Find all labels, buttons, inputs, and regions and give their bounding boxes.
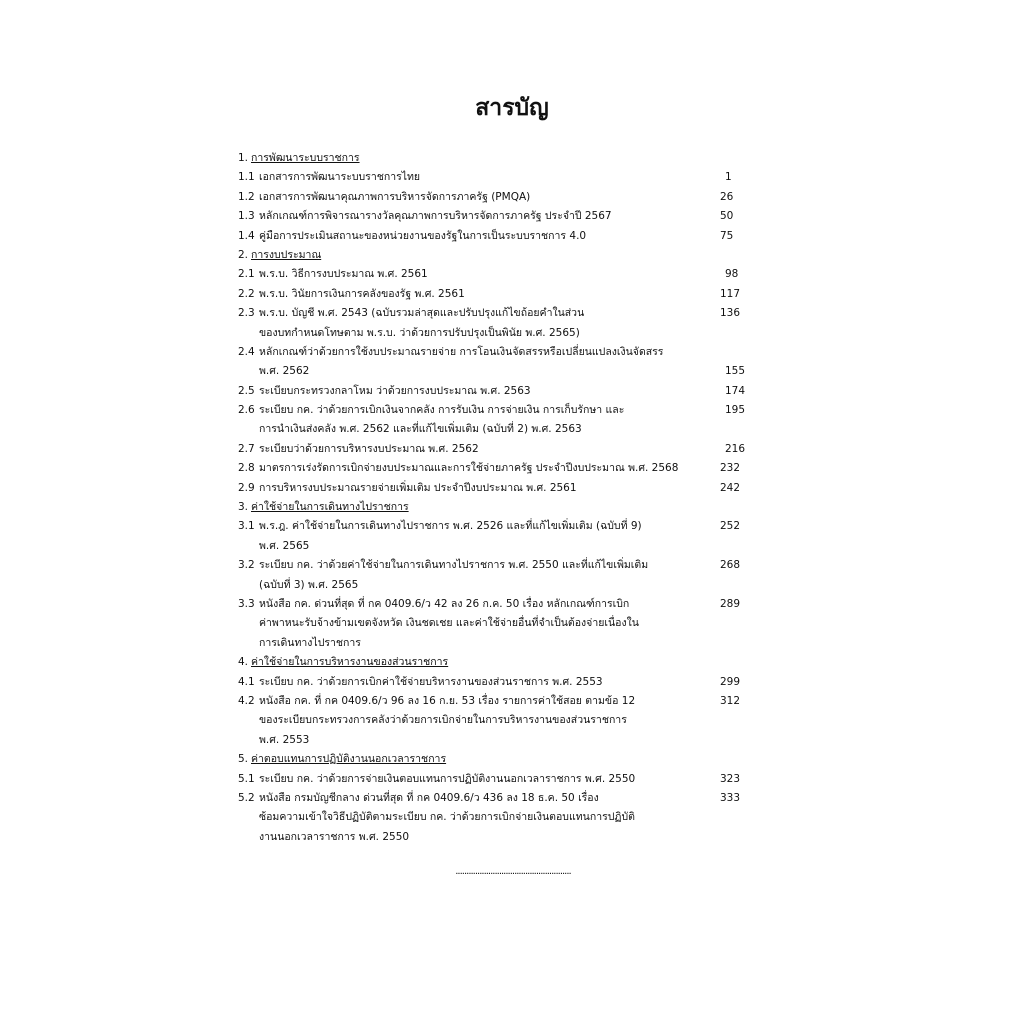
toc-entry-line (238, 304, 758, 323)
toc-entry-line (238, 731, 758, 750)
toc-page-number: 312 (720, 694, 741, 707)
table-of-contents (238, 149, 758, 847)
toc-entry-number: 2.7 (238, 442, 255, 455)
toc-entry-title: พ.ร.บ. บัญชี พ.ศ. 2543 (ฉบับรวมล่าสุดและปรับปรุงแก้ไขถ้อยคำในส่วน (259, 307, 585, 320)
toc-entry-title: คู่มือการประเมินสถานะของหน่วยงานของรัฐในการเป็นระบบราชการ 4.0 (259, 229, 587, 242)
end-marker: ..................................................... (455, 866, 571, 877)
toc-entry-line (238, 789, 758, 808)
toc-entry-title: ของระเบียบกระทรวงการคลังว่าด้วยการเบิกจ่ายในการบริหารงานของส่วนราชการ (259, 714, 627, 727)
toc-entry-title: งานนอกเวลาราชการ พ.ศ. 2550 (259, 830, 410, 843)
toc-entry-line (238, 692, 758, 711)
toc-entry-number: 5. (238, 753, 249, 766)
toc-entry-line (238, 614, 758, 633)
page-title: สารบัญ (475, 95, 549, 121)
toc-entry-title: หนังสือ กรมบัญชีกลาง ด่วนที่สุด ที่ กค 0409.6/ว 436 ลง 18 ธ.ค. 50 เรื่อง (259, 791, 599, 804)
toc-entry-title: พ.ศ. 2562 (259, 365, 310, 378)
toc-page-number: 98 (725, 268, 739, 281)
toc-entry-line (238, 479, 758, 498)
toc-entry-number: 2.4 (238, 345, 255, 358)
toc-entry-number: 1. (238, 152, 249, 164)
toc-page-number: 252 (720, 520, 741, 533)
toc-entry-number: 4.2 (238, 694, 255, 707)
toc-entry-number: 1.4 (238, 229, 255, 242)
toc-entry-line (238, 634, 758, 653)
toc-page-number: 232 (720, 462, 741, 475)
toc-entry-line (238, 828, 758, 847)
toc-entry-title: พ.ร.บ. วินัยการเงินการคลังของรัฐ พ.ศ. 2561 (259, 287, 465, 300)
toc-entry-title: พ.ศ. 2565 (259, 539, 310, 552)
toc-entry-title: การเดินทางไปราชการ (259, 636, 361, 649)
toc-entry-number: 1.1 (238, 171, 255, 184)
toc-entry-title: เอกสารการพัฒนาระบบราชการไทย (259, 171, 421, 184)
toc-entry-number: 2.1 (238, 268, 255, 281)
toc-entry-number: 1.3 (238, 210, 255, 223)
toc-entry-line (238, 343, 758, 362)
toc-entry-line (238, 711, 758, 730)
toc-entry-line (238, 227, 758, 246)
toc-entry-number: 2.8 (238, 462, 255, 475)
toc-page-number: 268 (720, 559, 741, 572)
toc-page-number: 136 (720, 307, 741, 320)
toc-entry-line (238, 595, 758, 614)
toc-entry-number: 3. (238, 501, 249, 514)
toc-entry-line (238, 556, 758, 575)
toc-entry-number: 4.1 (238, 675, 255, 688)
toc-entry-line (238, 362, 758, 381)
toc-entry-line (238, 537, 758, 556)
toc-section-heading (238, 653, 758, 672)
toc-entry-line (238, 770, 758, 789)
toc-entry-line (238, 440, 758, 459)
toc-section-heading (238, 498, 758, 517)
toc-entry-title: ระเบียบ กค. ว่าด้วยการเบิกเงินจากคลัง การรับเงิน การจ่ายเงิน การเก็บรักษา และ (259, 404, 625, 417)
toc-section-title: การพัฒนาระบบราชการ (251, 152, 360, 164)
toc-entry-title: หลักเกณฑ์การพิจารณารางวัลคุณภาพการบริหารจัดการภาครัฐ ประจำปี 2567 (259, 210, 612, 223)
toc-entry-number: 2. (238, 248, 249, 261)
toc-entry-title: หนังสือ กค. ที่ กค 0409.6/ว 96 ลง 16 ก.ย. 53 เรื่อง รายการค่าใช้สอย ตามข้อ 12 (259, 694, 636, 707)
toc-entry-title: พ.ร.ฎ. ค่าใช้จ่ายในการเดินทางไปราชการ พ.ศ. 2526 และที่แก้ไขเพิ่มเติม (ฉบับที่ 9) (259, 520, 642, 533)
toc-page-number: 299 (720, 675, 741, 688)
toc-entry-line (238, 207, 758, 226)
toc-entry-title: (ฉบับที่ 3) พ.ศ. 2565 (259, 578, 359, 591)
toc-entry-line (238, 808, 758, 827)
toc-entry-line (238, 576, 758, 595)
toc-entry-title: พ.ร.บ. วิธีการงบประมาณ พ.ศ. 2561 (259, 268, 428, 281)
toc-entry-title: ซ้อมความเข้าใจวิธีปฏิบัติตามระเบียบ กค. ว่าด้วยการเบิกจ่ายเงินตอบแทนการปฏิบัติ (259, 811, 635, 824)
toc-entry-title: ระเบียบ กค. ว่าด้วยการจ่ายเงินตอบแทนการปฏิบัติงานนอกเวลาราชการ พ.ศ. 2550 (259, 772, 636, 785)
toc-entry-title: ระเบียบกระทรวงกลาโหม ว่าด้วยการงบประมาณ พ.ศ. 2563 (259, 384, 531, 397)
toc-page-number: 1 (725, 171, 732, 184)
toc-page-number: 195 (725, 404, 746, 417)
toc-entry-line (238, 420, 758, 439)
toc-page-number: 174 (725, 384, 746, 397)
toc-page-number: 323 (720, 772, 741, 785)
toc-entry-line (238, 168, 758, 187)
toc-entry-line (238, 188, 758, 207)
toc-section-title: ค่าใช้จ่ายในการบริหารงานของส่วนราชการ (251, 656, 449, 669)
toc-page-number: 216 (725, 442, 746, 455)
toc-entry-title: ระเบียบ กค. ว่าด้วยค่าใช้จ่ายในการเดินทางไปราชการ พ.ศ. 2550 และที่แก้ไขเพิ่มเติม (259, 559, 649, 572)
toc-page-number: 26 (720, 190, 734, 203)
toc-entry-number: 4. (238, 656, 249, 669)
toc-entry-number: 5.1 (238, 772, 255, 785)
toc-entry-number: 2.6 (238, 404, 255, 417)
toc-entry-line (238, 324, 758, 343)
toc-entry-title: ระเบียบ กค. ว่าด้วยการเบิกค่าใช้จ่ายบริหารงานของส่วนราชการ พ.ศ. 2553 (259, 675, 603, 688)
toc-entry-title: เอกสารการพัฒนาคุณภาพการบริหารจัดการภาครัฐ (PMQA) (259, 190, 531, 203)
toc-entry-title: หนังสือ กค. ด่วนที่สุด ที่ กค 0409.6/ว 42 ลง 26 ก.ค. 50 เรื่อง หลักเกณฑ์การเบิก (259, 597, 630, 610)
toc-page-number: 75 (720, 229, 734, 242)
toc-entry-line (238, 265, 758, 284)
toc-entry-number: 5.2 (238, 791, 255, 804)
toc-page-number: 155 (725, 365, 746, 378)
toc-section-heading (238, 246, 758, 265)
toc-entry-line (238, 382, 758, 401)
toc-page-number: 289 (720, 597, 741, 610)
toc-section-heading (238, 750, 758, 769)
toc-page-number: 333 (720, 791, 741, 804)
toc-entry-number: 1.2 (238, 190, 255, 203)
toc-page-number: 50 (720, 210, 734, 223)
toc-entry-title: มาตรการเร่งรัดการเบิกจ่ายงบประมาณและการใช้จ่ายภาครัฐ ประจำปีงบประมาณ พ.ศ. 2568 (259, 462, 679, 475)
toc-entry-number: 3.2 (238, 559, 255, 572)
toc-section-title: ค่าตอบแทนการปฏิบัติงานนอกเวลาราชการ (251, 753, 447, 766)
toc-entry-title: การนำเงินส่งคลัง พ.ศ. 2562 และที่แก้ไขเพิ่มเติม (ฉบับที่ 2) พ.ศ. 2563 (259, 423, 582, 436)
toc-page-number: 242 (720, 481, 741, 494)
toc-entry-title: ค่าพาหนะรับจ้างข้ามเขตจังหวัด เงินชดเชย และค่าใช้จ่ายอื่นที่จำเป็นต้องจ่ายเนื่องใน (259, 617, 639, 630)
toc-entry-line (238, 285, 758, 304)
toc-entry-title: การบริหารงบประมาณรายจ่ายเพิ่มเติม ประจำปีงบประมาณ พ.ศ. 2561 (259, 481, 577, 494)
toc-entry-line (238, 673, 758, 692)
toc-entry-number: 2.2 (238, 287, 255, 300)
toc-section-title: การงบประมาณ (251, 248, 322, 261)
toc-entry-title: ระเบียบว่าด้วยการบริหารงบประมาณ พ.ศ. 2562 (259, 442, 479, 455)
toc-entry-line (238, 517, 758, 536)
toc-entry-line (238, 401, 758, 420)
toc-entry-line (238, 459, 758, 478)
toc-entry-title: พ.ศ. 2553 (259, 733, 310, 746)
toc-entry-number: 3.1 (238, 520, 255, 533)
toc-entry-number: 2.3 (238, 307, 255, 320)
toc-section-heading (238, 149, 758, 168)
toc-entry-number: 2.5 (238, 384, 255, 397)
toc-entry-title: หลักเกณฑ์ว่าด้วยการใช้งบประมาณรายจ่าย การโอนเงินจัดสรรหรือเปลี่ยนแปลงเงินจัดสรร (259, 345, 664, 358)
toc-section-title: ค่าใช้จ่ายในการเดินทางไปราชการ (251, 501, 409, 514)
toc-entry-title: ของบทกำหนดโทษตาม พ.ร.บ. ว่าด้วยการปรับปรุงเป็นพินัย พ.ศ. 2565) (259, 326, 580, 339)
toc-entry-number: 3.3 (238, 597, 255, 610)
toc-entry-number: 2.9 (238, 481, 255, 494)
toc-page-number: 117 (720, 287, 741, 300)
